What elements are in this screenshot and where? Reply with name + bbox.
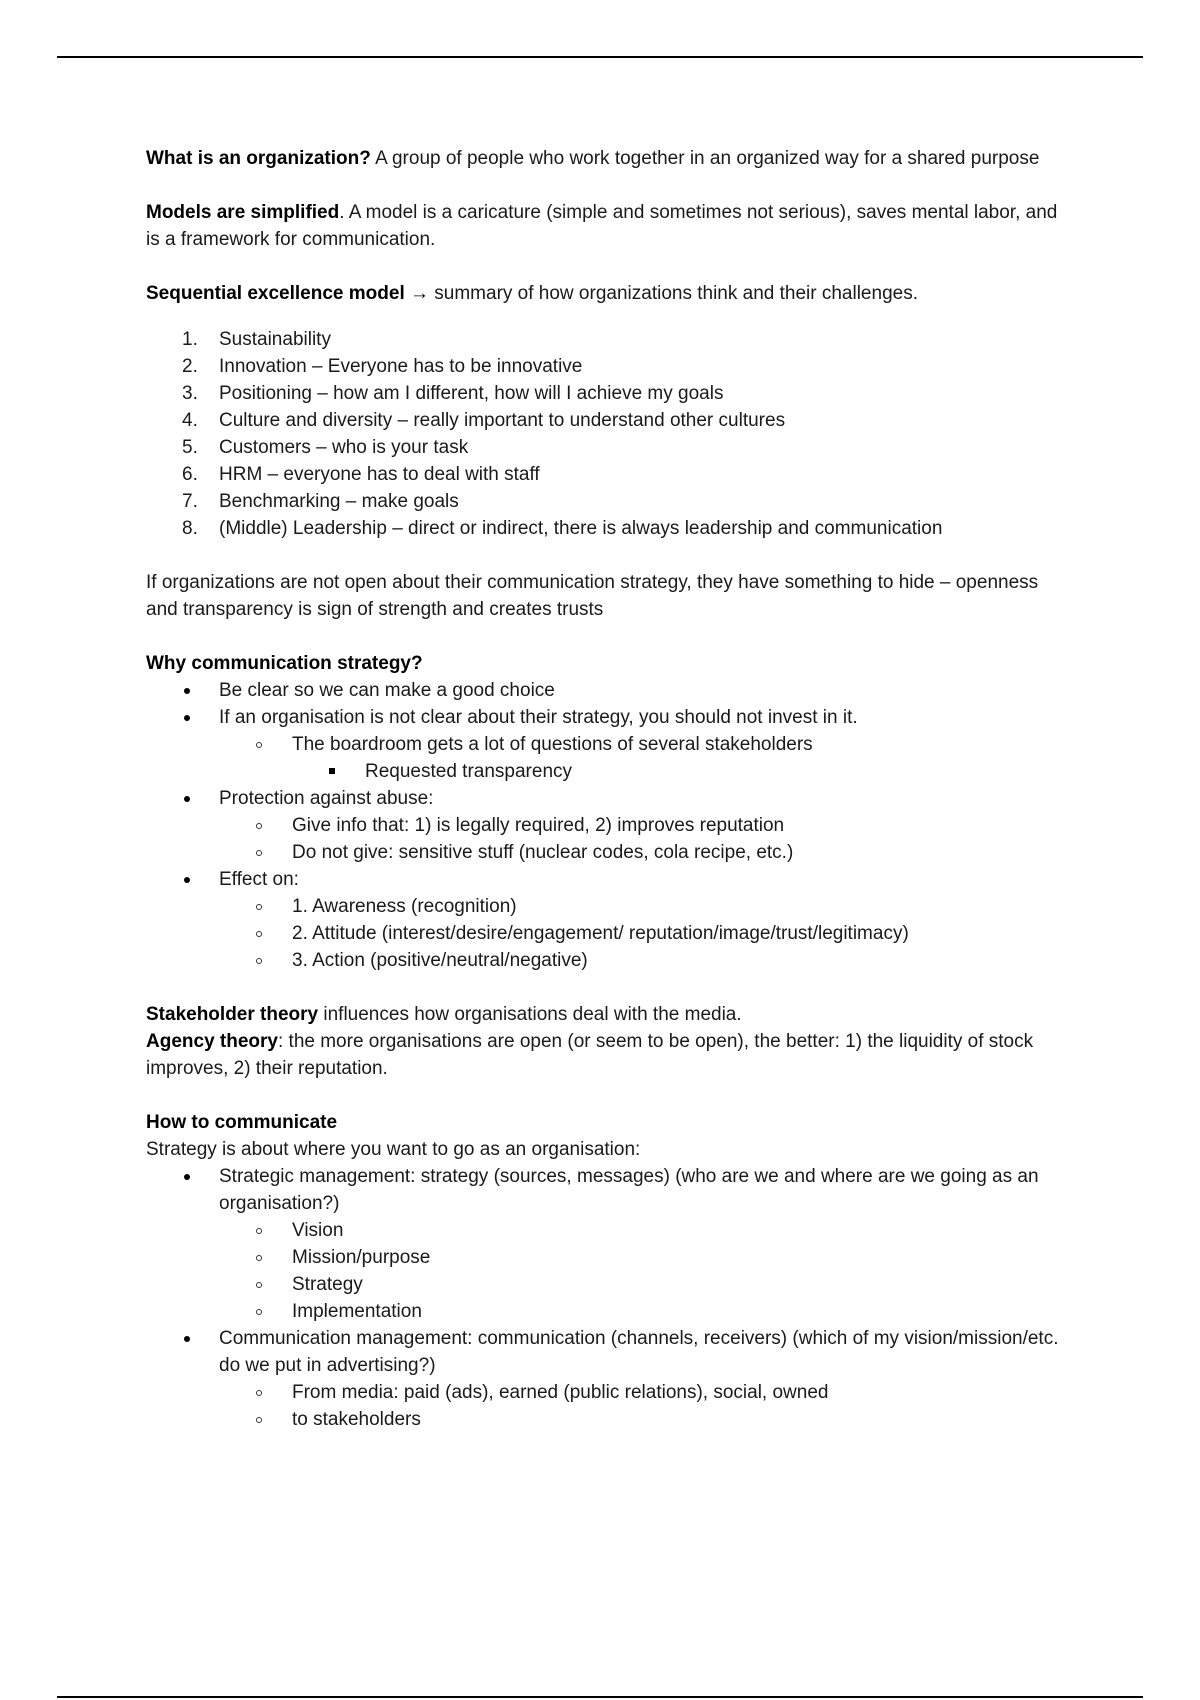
circle-bullet-icon	[256, 958, 262, 964]
sub-list-item: Strategy	[146, 1271, 1066, 1298]
circle-bullet-icon	[256, 1282, 262, 1288]
circle-bullet-icon	[256, 1255, 262, 1261]
sub-list-item: Implementation	[146, 1298, 1066, 1325]
how-heading: How to communicate	[146, 1112, 338, 1133]
list-item: 7. Benchmarking – make goals	[182, 491, 459, 512]
circle-bullet-icon	[256, 931, 262, 937]
list-item: 5. Customers – who is your task	[182, 437, 469, 458]
list-item: 1. Sustainability	[182, 329, 331, 350]
stakeholder-theory: Stakeholder theory influences how organisations deal with the media.	[146, 1004, 742, 1025]
bullet-icon	[184, 1336, 190, 1342]
sequential-model-paragraph: Sequential excellence model → summary of how organizations think and their challenges.	[146, 283, 918, 304]
circle-bullet-icon	[256, 1228, 262, 1234]
sub-list-item: Mission/purpose	[146, 1244, 1066, 1271]
circle-bullet-icon	[256, 742, 262, 748]
list-item: 3. Positioning – how am I different, how will I achieve my goals	[182, 383, 724, 404]
openness-paragraph: If organizations are not open about their communication strategy, they have something to hide – openness and transparency is sign of strength and creates trusts	[146, 572, 1039, 620]
how-intro: Strategy is about where you want to go as an organisation:	[146, 1139, 641, 1160]
why-list	[146, 677, 1066, 974]
footer-rule	[57, 1696, 1143, 1698]
how-list	[146, 1163, 1066, 1433]
organization-definition: What is an organization? A group of people who work together in an organized way for a shared purpose	[146, 148, 1040, 169]
bullet-icon	[184, 1174, 190, 1180]
document-body	[146, 145, 1066, 1433]
square-bullet-icon	[329, 768, 335, 774]
bullet-icon	[184, 688, 190, 694]
sub-sub-list-item: Requested transparency	[146, 758, 1066, 785]
excellence-list	[146, 326, 1066, 542]
circle-bullet-icon	[256, 904, 262, 910]
sub-list-item: Do not give: sensitive stuff (nuclear codes, cola recipe, etc.)	[146, 839, 1066, 866]
list-item: 8. (Middle) Leadership – direct or indirect, there is always leadership and communication	[182, 518, 943, 539]
list-item: Be clear so we can make a good choice	[146, 677, 1066, 704]
list-item: 6. HRM – everyone has to deal with staff	[182, 464, 540, 485]
sub-list-item: 1. Awareness (recognition)	[146, 893, 1066, 920]
bullet-icon	[184, 796, 190, 802]
sub-list-item: 3. Action (positive/neutral/negative)	[146, 947, 1066, 974]
bullet-icon	[184, 877, 190, 883]
sub-list-item: Vision	[146, 1217, 1066, 1244]
list-item: Strategic management: strategy (sources, messages) (who are we and where are we going as an organisation?) Vision Mission/purpose Strategy Implementation	[146, 1163, 1066, 1325]
circle-bullet-icon	[256, 1390, 262, 1396]
circle-bullet-icon	[256, 823, 262, 829]
list-item: Protection against abuse: Give info that: 1) is legally required, 2) improves reputation Do not give: sensitive stuff (nuclear codes, cola recipe, etc.)	[146, 785, 1066, 866]
why-heading: Why communication strategy?	[146, 653, 423, 674]
agency-theory: Agency theory: the more organisations are open (or seem to be open), the better: 1) the liquidity of stock improves, 2) their reputation.	[146, 1031, 1034, 1079]
sub-list-item: From media: paid (ads), earned (public relations), social, owned	[146, 1379, 1066, 1406]
models-paragraph: Models are simplified. A model is a caricature (simple and sometimes not serious), saves mental labor, and is a framework for communication.	[146, 202, 1058, 250]
circle-bullet-icon	[256, 850, 262, 856]
sub-list-item: to stakeholders	[146, 1406, 1066, 1433]
list-item: 4. Culture and diversity – really important to understand other cultures	[182, 410, 786, 431]
circle-bullet-icon	[256, 1309, 262, 1315]
sub-list-item: 2. Attitude (interest/desire/engagement/ reputation/image/trust/legitimacy)	[146, 920, 1066, 947]
bullet-icon	[184, 715, 190, 721]
list-item: Communication management: communication (channels, receivers) (which of my vision/mission/etc. do we put in advertising?) From media: paid (ads), earned (public relations), social, owned to stakeholders	[146, 1325, 1066, 1433]
list-item: Effect on: 1. Awareness (recognition) 2. Attitude (interest/desire/engagement/ reputation/image/trust/legitimacy) 3. Action (positive/neutral/negative)	[146, 866, 1066, 974]
list-item: If an organisation is not clear about their strategy, you should not invest in it. The boardroom gets a lot of questions of several stakeholders Requested transparency	[146, 704, 1066, 785]
circle-bullet-icon	[256, 1417, 262, 1423]
header-rule	[57, 56, 1143, 58]
sub-list-item: The boardroom gets a lot of questions of several stakeholders Requested transparency	[146, 731, 1066, 785]
list-item: 2. Innovation – Everyone has to be innovative	[182, 356, 583, 377]
sub-list-item: Give info that: 1) is legally required, 2) improves reputation	[146, 812, 1066, 839]
